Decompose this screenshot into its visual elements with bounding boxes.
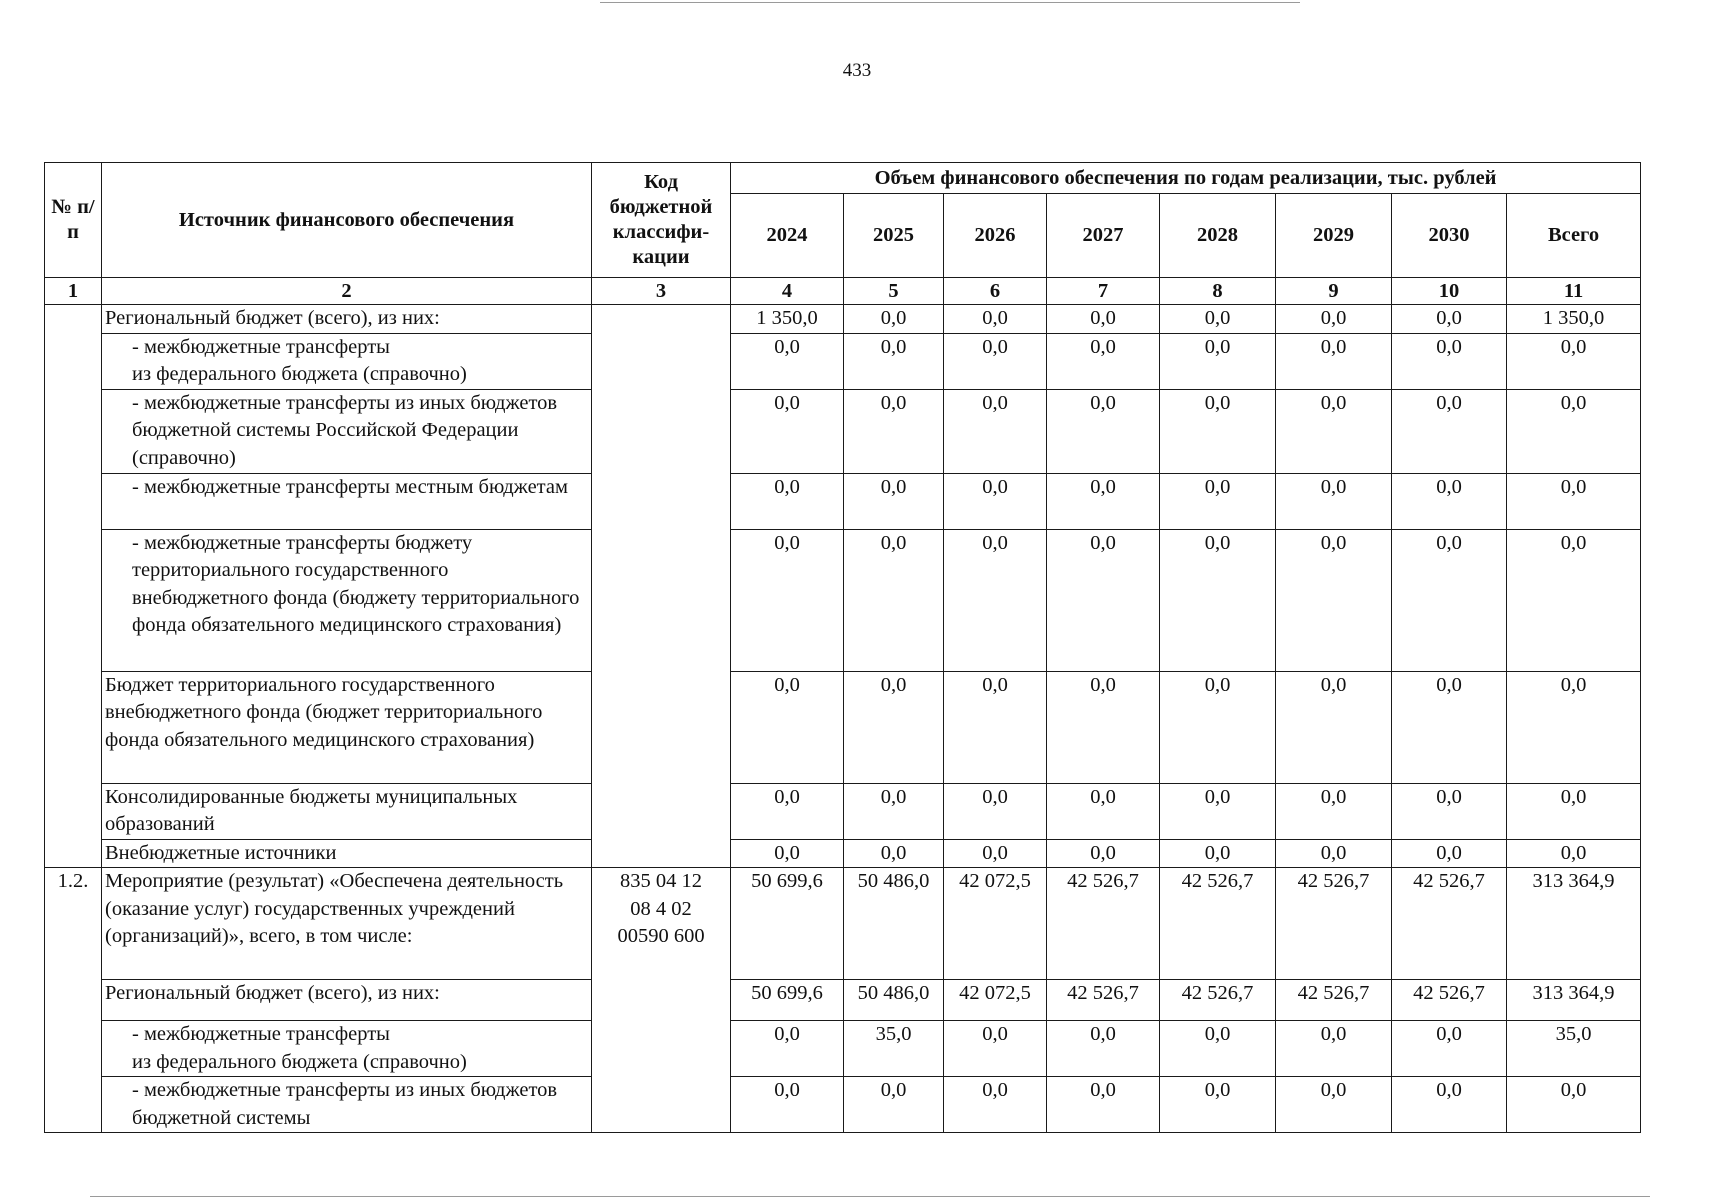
value-cell: 0,0 <box>1160 671 1276 783</box>
value-cell: 0,0 <box>731 529 844 671</box>
value-cell: 42 526,7 <box>1047 868 1160 980</box>
value-cell: 0,0 <box>731 389 844 473</box>
value-cell: 35,0 <box>844 1021 944 1077</box>
value-cell: 0,0 <box>1160 839 1276 868</box>
value-cell: 0,0 <box>944 839 1047 868</box>
value-cell: 42 526,7 <box>1392 980 1507 1021</box>
value-cell: 0,0 <box>844 671 944 783</box>
value-cell: 0,0 <box>1392 389 1507 473</box>
value-cell: 0,0 <box>1047 305 1160 334</box>
table-row <box>45 839 1641 868</box>
table-row <box>45 980 1641 1021</box>
scan-bottom-line <box>90 1196 1650 1197</box>
header-year: 2027 <box>1047 194 1160 278</box>
column-number: 8 <box>1160 278 1276 305</box>
value-cell: 0,0 <box>944 305 1047 334</box>
value-cell: 0,0 <box>731 671 844 783</box>
source-cell: Мероприятие (результат) «Обеспечена деятельность (оказание услуг) государственных учреждений (организаций)», всего, в том числе: <box>102 868 592 980</box>
column-number: 5 <box>844 278 944 305</box>
budget-code-cell: 835 04 12 08 4 02 00590 600 <box>592 868 731 1133</box>
value-cell: 1 350,0 <box>731 305 844 334</box>
value-cell: 0,0 <box>844 473 944 529</box>
value-cell: 0,0 <box>1276 783 1392 839</box>
table-row <box>45 305 1641 334</box>
source-cell: - межбюджетные трансферты из иных бюджетов бюджетной системы Российской Федерации (справочно) <box>102 389 592 473</box>
value-cell: 0,0 <box>944 1077 1047 1133</box>
value-cell: 0,0 <box>1392 473 1507 529</box>
value-cell: 0,0 <box>1047 389 1160 473</box>
value-cell: 42 072,5 <box>944 868 1047 980</box>
value-cell: 0,0 <box>1160 1021 1276 1077</box>
source-cell: Региональный бюджет (всего), из них: <box>102 305 592 334</box>
column-number: 4 <box>731 278 844 305</box>
value-cell: 0,0 <box>731 333 844 389</box>
column-number: 3 <box>592 278 731 305</box>
header-code: Код бюджетной классифи-кации <box>592 163 731 278</box>
table-row <box>45 529 1641 671</box>
value-cell: 0,0 <box>1276 671 1392 783</box>
value-cell: 42 526,7 <box>1160 980 1276 1021</box>
source-cell: Бюджет территориального государственного внебюджетного фонда (бюджет территориального фонда обязательного медицинского страхования) <box>102 671 592 783</box>
value-cell: 0,0 <box>1160 333 1276 389</box>
column-number: 9 <box>1276 278 1392 305</box>
value-cell: 35,0 <box>1507 1021 1641 1077</box>
column-number: 10 <box>1392 278 1507 305</box>
value-cell: 0,0 <box>1047 1077 1160 1133</box>
table-row <box>45 473 1641 529</box>
value-cell: 1 350,0 <box>1507 305 1641 334</box>
value-cell: 0,0 <box>1507 839 1641 868</box>
header-source: Источник финансового обеспечения <box>102 163 592 278</box>
value-cell: 50 699,6 <box>731 868 844 980</box>
value-cell: 42 072,5 <box>944 980 1047 1021</box>
value-cell: 42 526,7 <box>1047 980 1160 1021</box>
source-cell: - межбюджетные трансферты местным бюджетам <box>102 473 592 529</box>
value-cell: 0,0 <box>1047 333 1160 389</box>
value-cell: 313 364,9 <box>1507 980 1641 1021</box>
value-cell: 0,0 <box>1507 529 1641 671</box>
value-cell: 0,0 <box>1047 473 1160 529</box>
value-cell: 0,0 <box>1392 529 1507 671</box>
table-row <box>45 671 1641 783</box>
value-cell: 0,0 <box>944 473 1047 529</box>
value-cell: 0,0 <box>1160 473 1276 529</box>
value-cell: 0,0 <box>731 783 844 839</box>
source-cell: - межбюджетные трансферты из федерального бюджета (справочно) <box>102 333 592 389</box>
value-cell: 0,0 <box>1047 529 1160 671</box>
value-cell: 0,0 <box>844 783 944 839</box>
value-cell: 0,0 <box>844 839 944 868</box>
header-year: 2029 <box>1276 194 1392 278</box>
table-row <box>45 389 1641 473</box>
value-cell: 0,0 <box>944 389 1047 473</box>
source-cell: - межбюджетные трансферты из федерального бюджета (справочно) <box>102 1021 592 1077</box>
column-number: 1 <box>45 278 102 305</box>
row-index: 1.2. <box>45 868 102 1133</box>
source-cell: Региональный бюджет (всего), из них: <box>102 980 592 1021</box>
value-cell: 0,0 <box>1392 333 1507 389</box>
value-cell: 0,0 <box>1276 839 1392 868</box>
value-cell: 0,0 <box>844 529 944 671</box>
value-cell: 42 526,7 <box>1276 980 1392 1021</box>
value-cell: 0,0 <box>944 671 1047 783</box>
header-year: 2025 <box>844 194 944 278</box>
column-number: 6 <box>944 278 1047 305</box>
value-cell: 0,0 <box>1392 671 1507 783</box>
page-number: 433 <box>842 60 872 81</box>
source-cell: - межбюджетные трансферты бюджету территориального государственного внебюджетного фонда (бюджету территориального фонда обязательного медицинского страхования) <box>102 529 592 671</box>
value-cell: 0,0 <box>1160 305 1276 334</box>
value-cell: 0,0 <box>1160 389 1276 473</box>
column-number: 11 <box>1507 278 1641 305</box>
scan-top-line <box>600 2 1300 3</box>
value-cell: 0,0 <box>1507 389 1641 473</box>
value-cell: 0,0 <box>731 1021 844 1077</box>
value-cell: 0,0 <box>844 389 944 473</box>
header-year: 2030 <box>1392 194 1507 278</box>
source-cell: Внебюджетные источники <box>102 839 592 868</box>
value-cell: 0,0 <box>1276 305 1392 334</box>
value-cell: 0,0 <box>1276 1077 1392 1133</box>
value-cell: 0,0 <box>1507 473 1641 529</box>
table-row <box>45 1021 1641 1077</box>
financing-table <box>44 162 1641 1133</box>
table-row <box>45 333 1641 389</box>
value-cell: 50 486,0 <box>844 868 944 980</box>
budget-code-cell <box>592 305 731 868</box>
value-cell: 0,0 <box>944 333 1047 389</box>
value-cell: 0,0 <box>1047 839 1160 868</box>
value-cell: 0,0 <box>1047 1021 1160 1077</box>
value-cell: 0,0 <box>844 333 944 389</box>
value-cell: 0,0 <box>844 1077 944 1133</box>
value-cell: 0,0 <box>944 783 1047 839</box>
table-body <box>45 305 1641 1133</box>
table-row <box>45 1077 1641 1133</box>
value-cell: 0,0 <box>1160 783 1276 839</box>
column-number: 7 <box>1047 278 1160 305</box>
header-year: 2028 <box>1160 194 1276 278</box>
row-index <box>45 305 102 868</box>
value-cell: 0,0 <box>731 839 844 868</box>
value-cell: 0,0 <box>1276 389 1392 473</box>
column-number: 2 <box>102 278 592 305</box>
value-cell: 0,0 <box>1392 305 1507 334</box>
value-cell: 313 364,9 <box>1507 868 1641 980</box>
value-cell: 0,0 <box>1160 1077 1276 1133</box>
header-year: 2024 <box>731 194 844 278</box>
table-row <box>45 868 1641 980</box>
value-cell: 0,0 <box>1507 671 1641 783</box>
value-cell: 50 486,0 <box>844 980 944 1021</box>
value-cell: 0,0 <box>1392 1077 1507 1133</box>
value-cell: 0,0 <box>944 529 1047 671</box>
value-cell: 0,0 <box>731 473 844 529</box>
value-cell: 0,0 <box>1507 783 1641 839</box>
value-cell: 0,0 <box>1392 783 1507 839</box>
value-cell: 42 526,7 <box>1392 868 1507 980</box>
value-cell: 0,0 <box>844 305 944 334</box>
value-cell: 0,0 <box>1047 671 1160 783</box>
source-cell: Консолидированные бюджеты муниципальных образований <box>102 783 592 839</box>
value-cell: 42 526,7 <box>1276 868 1392 980</box>
value-cell: 0,0 <box>1276 1021 1392 1077</box>
value-cell: 0,0 <box>1507 1077 1641 1133</box>
value-cell: 0,0 <box>1047 783 1160 839</box>
header-volume: Объем финансового обеспечения по годам реализации, тыс. рублей <box>731 163 1641 194</box>
header-year: 2026 <box>944 194 1047 278</box>
value-cell: 0,0 <box>1276 333 1392 389</box>
table-row <box>45 783 1641 839</box>
value-cell: 0,0 <box>1392 1021 1507 1077</box>
value-cell: 0,0 <box>944 1021 1047 1077</box>
source-cell: - межбюджетные трансферты из иных бюджетов бюджетной системы <box>102 1077 592 1133</box>
value-cell: 50 699,6 <box>731 980 844 1021</box>
value-cell: 0,0 <box>731 1077 844 1133</box>
value-cell: 42 526,7 <box>1160 868 1276 980</box>
header-number: № п/п <box>45 163 102 278</box>
value-cell: 0,0 <box>1392 839 1507 868</box>
value-cell: 0,0 <box>1507 333 1641 389</box>
value-cell: 0,0 <box>1160 529 1276 671</box>
value-cell: 0,0 <box>1276 529 1392 671</box>
value-cell: 0,0 <box>1276 473 1392 529</box>
header-total: Всего <box>1507 194 1641 278</box>
